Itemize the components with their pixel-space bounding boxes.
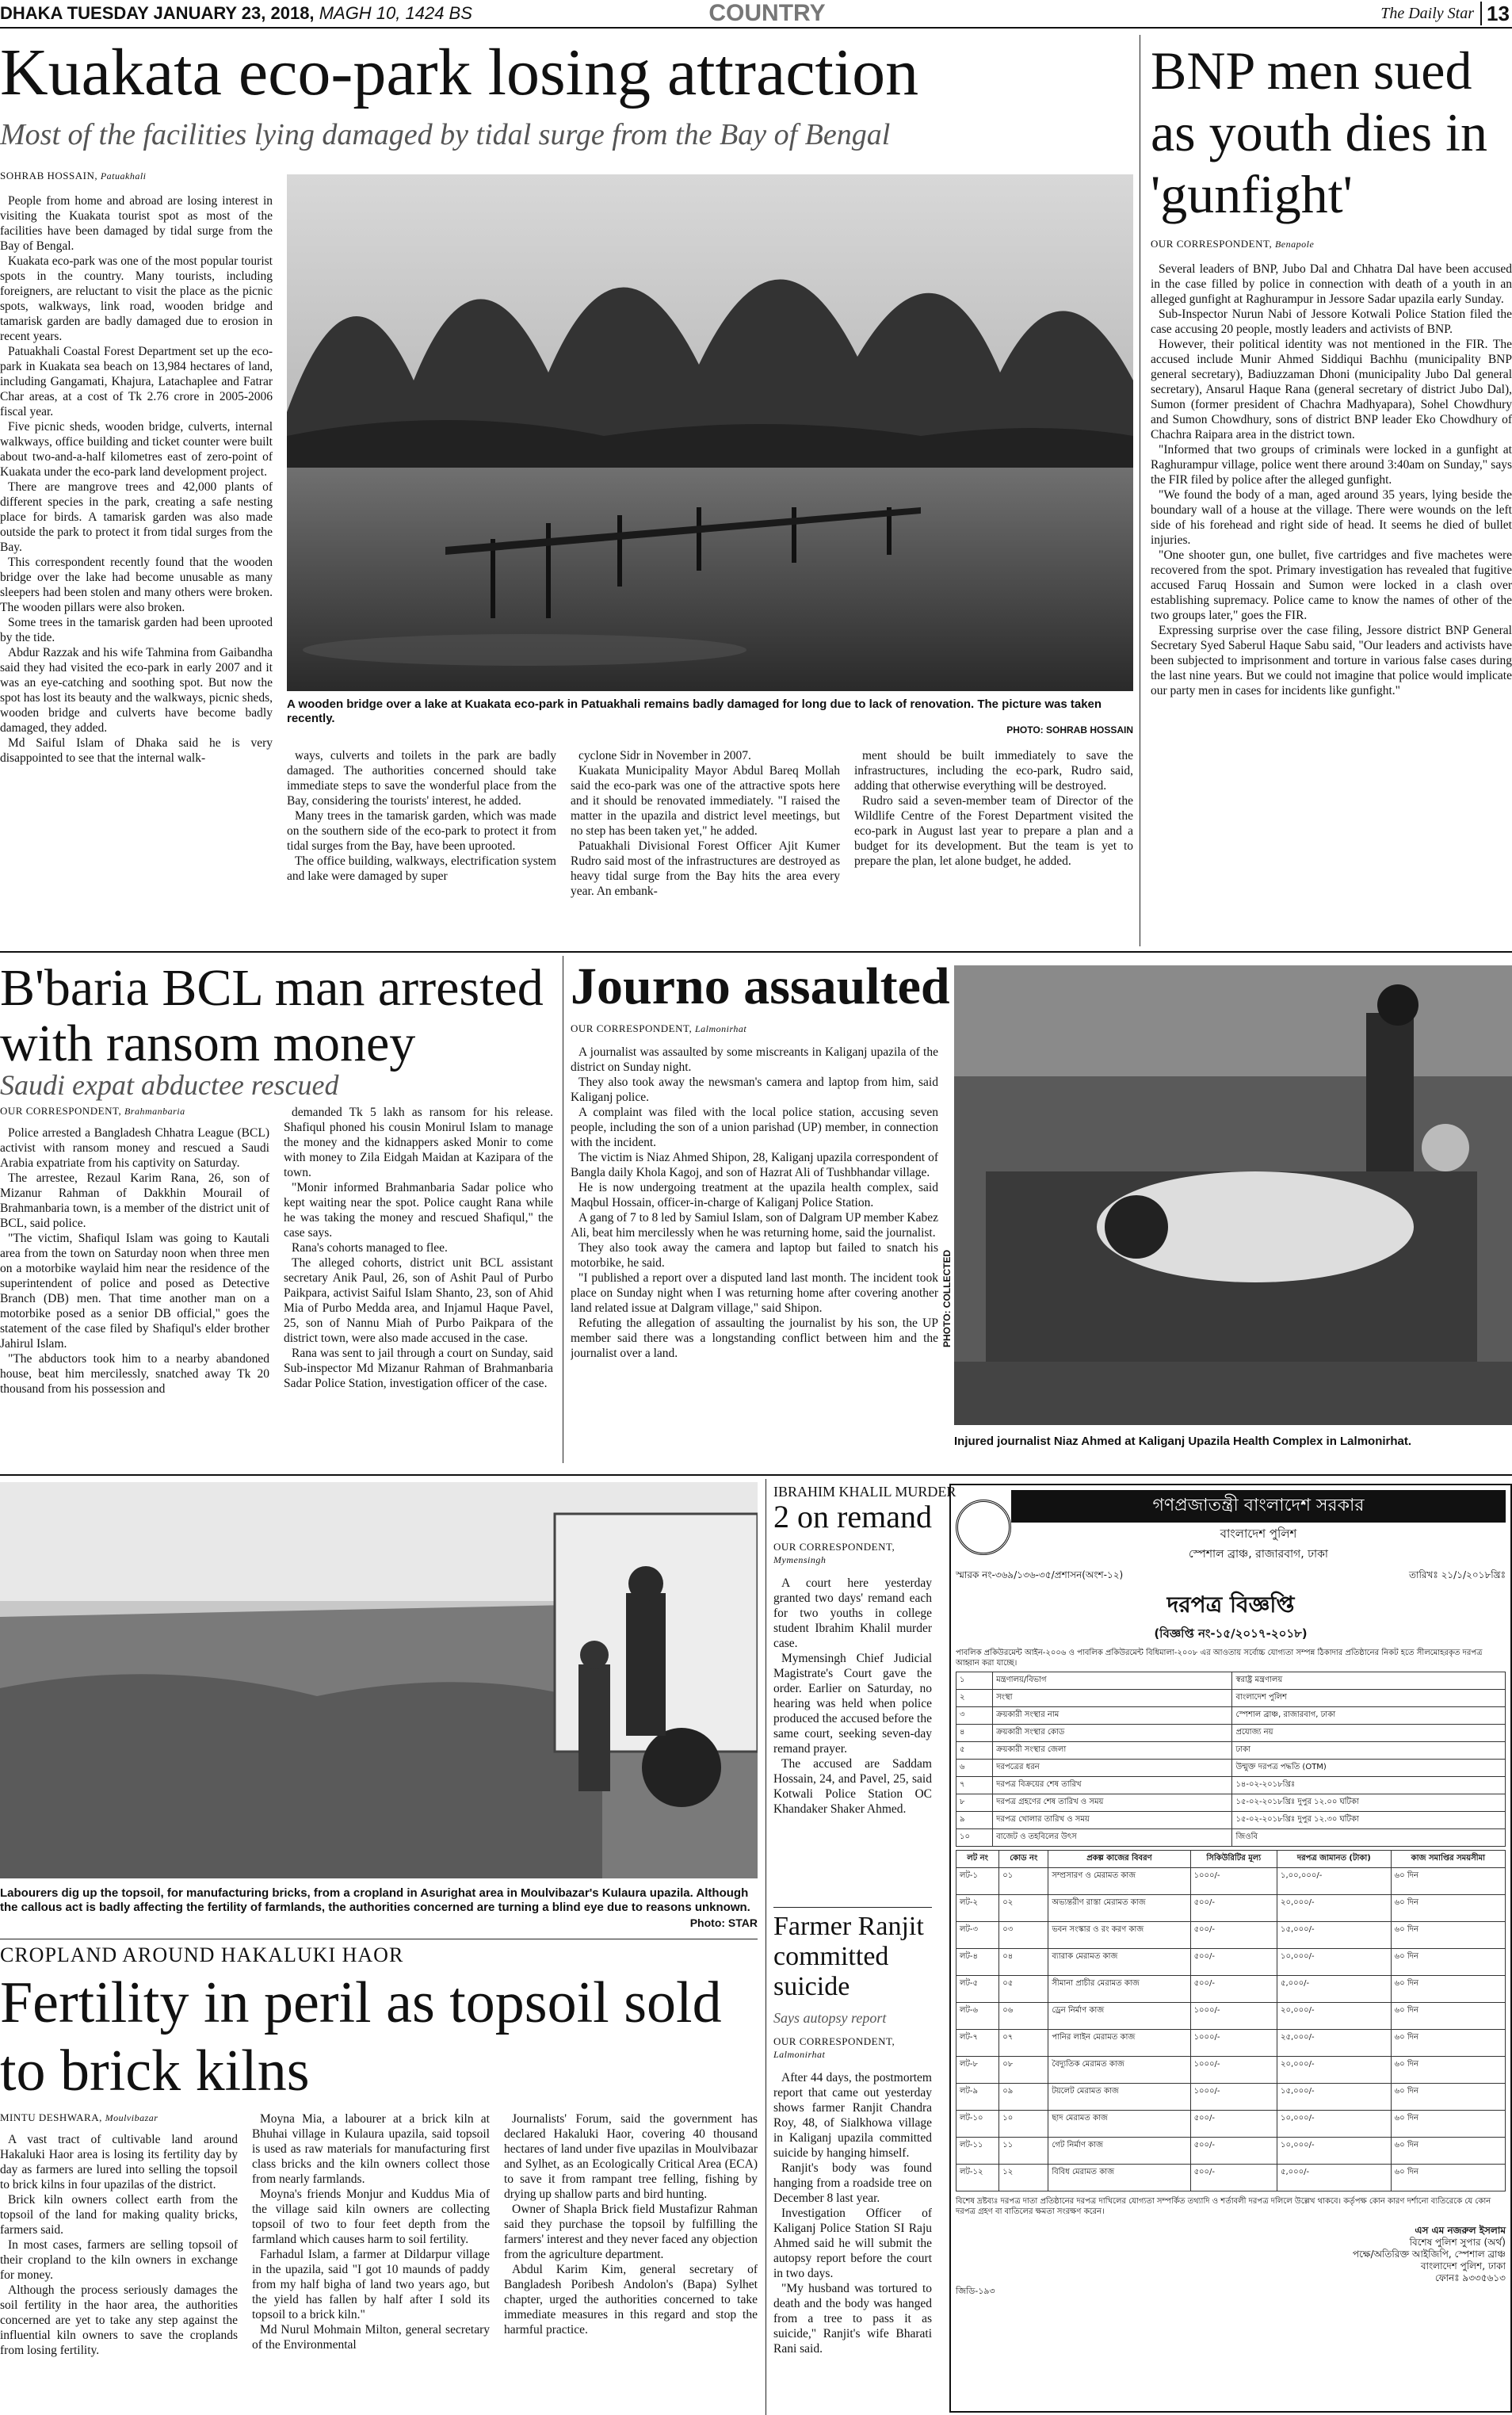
ad-lot-header: সিকিউরিটির মূল্য (1190, 1851, 1277, 1868)
ad-info-row: ১০ বাজেট ও তহবিলের উৎস জিওবি (956, 1829, 1506, 1847)
remand-kicker: IBRAHIM KHALIL MURDER (773, 1484, 956, 1500)
remand-body: A court here yesterday granted two days' remand each for two youths in college student Ibrahim Khalil murder case. Mymensingh Chief Judicial Magistrate's Court gave the order. Earlier on Saturday, no hearing was held when police produced the accused before the same court, seeking seven-day remand prayer. The accused are Saddam Hossain, 24, and Pavel, 25, said Kotwali Police Station OC Khandaker Shaker Ahmed. (773, 1576, 932, 1816)
ad-lot-header: কাজ সমাপ্তির সময়সীমা (1391, 1851, 1505, 1868)
ad-footnote: বিশেষ দ্রষ্টব্যঃ দরপত্র দাতা প্রতিষ্ঠানের দরপত্র দাখিলের যোগ্যতা সম্পর্কিত তথ্যাদি ও শর্তাবলী দরপত্র দলিলে উল্লেখ থাকবে। কর্তৃপক্ষ কোন কারণ দর্শানো ব্যতিরেকে যে কোন দরপত্র গ্রহণ বা বাতিলের ক্ষমতা সংরক্ষণ করেন। (956, 2197, 1491, 2216)
ad-title: দরপত্র বিজ্ঞপ্তি (1166, 1592, 1295, 1618)
kuakata-col1: People from home and abroad are losing interest in visiting the Kuakata tourist spot as most of the facilities have been damaged by tidal surge from the Bay of Bengal. Kuakata eco-park was one of the most popular tourist spots in the country. Many tourists, including foreigners, are reluctant to visit the place as the picnic spots, walkways, link road, wooden bridge and tamarisk garden are badly damaged due to erosion in recent years. Patuakhali Coastal Forest Department set up the eco-park in Kuakata sea beach on 13,984 hectares of land, including Gangamati, Khajura, Latachaplee and Fatrar Char areas, at a cost of Tk 2.76 crore in 2005-2006 fiscal year. Five picnic sheds, wooden bridge, culverts, internal walkways, office building and ticket counter were built about two-and-a-half kilometres east of zero-point of Kuakata under the eco-park land development project. There are mangrove trees and 42,000 plants of different species in the park, creating a safe nesting place for birds. A tamarisk garden was also made outside the park to protect it from tidal surges from the Bay. This correspondent recently found that the wooden bridge over the lake had become unusable as many sleepers had been stolen and many others were broken. The wooden pillars were also broken. Some trees in the tamarisk garden had been uprooted by the tide. Abdur Razzak and his wife Tahmina from Gaibandha said they had visited the eco-park in early 2007 and it was an eye-catching and soothing spot. But now the spot has lost its beauty and the walkways, picnic sheds, wooden bridge and culverts have become badly damaged, they added. Md Saiful Islam of Dhaka said he is very disappointed to see that the internal walk- (0, 194, 273, 765)
ad-info-row: ৮ দরপত্র গ্রহণের শেষ তারিখ ও সময় ১৫-০২-২০১৮খ্রিঃ দুপুর ১২.০০ ঘটিকা (956, 1794, 1506, 1812)
ad-info-row: ৬ দরপত্রের ধরন উন্মুক্ত দরপত্র পদ্ধতি (OTM) (956, 1760, 1506, 1777)
kuakata-headline: Kuakata eco-park losing attraction (0, 36, 919, 109)
dateline: DHAKA TUESDAY JANUARY 23, 2018, (0, 3, 315, 23)
ad-info-row: ৯ দরপত্র খোলার তারিখ ও সময় ১৫-০২-২০১৮খ্রিঃ দুপুর ১২.৩০ ঘটিকা (956, 1812, 1506, 1829)
labour-credit: Photo: STAR (689, 1916, 758, 1929)
kuakata-col2: ways, culverts and toilets in the park are badly damaged. The authorities concerned should take immediate steps to save the wonderful place from the Bay, considering the tourists' interest, he added. Many trees in the tamarisk garden, which was made on the southern side of the eco-park to protect it from tidal surges from the Bay, have been uprooted. The office building, walkways, electrification system and lake were damaged by super (287, 749, 556, 883)
ad-lot-row: লট-২ ০২ অভ্যন্তরীণ রাস্তা মেরামত কাজ ৫০০/- ২০,০০০/- ৬০ দিন (956, 1895, 1506, 1922)
ad-lot-row: লট-৩ ০৩ ভবন সংস্কার ও রং করণ কাজ ৫০০/- ১৫,০০০/- ৬০ দিন (956, 1922, 1506, 1949)
ad-info-row: ১ মন্ত্রণালয়/বিভাগ স্বরাষ্ট্র মন্ত্রণালয় (956, 1672, 1506, 1690)
ad-lot-row: লট-৫ ০৫ সীমানা প্রাচীর মেরামত কাজ ৫০০/- ৫,০০০/- ৬০ দিন (956, 1976, 1506, 2003)
bnp-headline: BNP men sued as youth dies in 'gunfight' (1151, 40, 1487, 224)
labour-caption: Labourers dig up the topsoil, for manufacturing bricks, from a cropland in Asurighat area in Moulvibazar's Kulaura upazila. Although the callous act is badly affecting the fertility of farmlands, the authorities concerned are turning a blind eye due to reasons unknown. (0, 1886, 750, 1914)
fertility-col3: Journalists' Forum, said the government has declared Hakaluki Haor, covering 40 thousand hectares of land under five upazilas in Moulvibazar and Sylhet, as an Ecologically Critical Area (ECA) to save it from rampant tree felling, fishing by drying up shallow parts and bird hunting. Owner of Shapla Brick field Mustafizur Rahman said they purchase the topsoil by fulfilling the farmers' interest and they never faced any objection from the agriculture department. Abdul Karim Kim, general secretary of Bangladesh Poribesh Andolon's (Bapa) Sylhet chapter, urged the authorities concerned to take immediate measures in this regard and stop the harmful practice. (504, 2112, 758, 2337)
fertility-kicker: CROPLAND AROUND HAKALUKI HAOR (0, 1943, 404, 1966)
lake-bridge-illustration (287, 174, 1133, 691)
fertility-col1: A vast tract of cultivable land around Hakaluki Haor area is losing its fertility day by day as farmers are lured into selling the topsoil to brick kilns in four upazilas of the district. Brick kiln owners collect earth from the topsoil of the land for making quality bricks, farmers said. In most cases, farmers are selling topsoil of their cropland to the kiln owners in exchange for money. Although the process seriously damages the soil fertility in the haor area, the authorities concerned are yet to take any step against the influential kiln owners to save the croplands from losing fertility. (0, 2133, 238, 2357)
kuakata-byline: SOHRAB HOSSAIN, Patuakhali (0, 170, 147, 182)
kuakata-credit: PHOTO: SOHRAB HOSSAIN (1006, 724, 1133, 736)
page-number: 13 (1487, 2, 1510, 25)
journo-body: A journalist was assaulted by some miscreants in Kaliganj upazila of the district on Sunday night. They also took away the newsman's camera and laptop from him, said Kaliganj police. A complaint was filed with the local police station, accusing seven people, including the son of a union parishad (UP) member, in connection with the incident. The victim is Niaz Ahmed Shipon, 28, Kaliganj upazila correspondent of Bangla daily Khola Kagoj, and son of Hazrat Ali of Tushbhandar village. He is now undergoing treatment at the upazila health complex, said Maqbul Hossain, officer-in-charge of Kaliganj Police Station. A gang of 7 to 8 led by Samiul Islam, son of Dalgram UP member Kabez Ali, beat him mercilessly when he was returning home, said the journalist. They also took away the camera and laptop but failed to snatch his motorbike, he said. "I published a report over a disputed land last month. The incident took place on Sunday night when I was returning home after covering another land related issue at Dalgram village," said Shipon. Refuting the allegation of assaulting the journalist by his son, the UP member said there was a longstanding conflict between him and the journalist over a land. (571, 1045, 938, 1360)
ad-signer-title: বিশেষ পুলিশ সুপার (অর্থ) (1409, 2237, 1506, 2248)
ad-lot-header: দরপত্র জামানত (টাকা) (1277, 1851, 1391, 1868)
ad-lot-row: লট-১২ ১২ বিবিধ মেরামত কাজ ৫০০/- ৫,০০০/- ৬০ দিন (956, 2165, 1506, 2191)
remand-headline: 2 on remand (773, 1499, 932, 1534)
labour-photo (0, 1482, 758, 1878)
kuakata-col4: ment should be built immediately to save the infrastructures, including the eco-park, Rudro said, adding that otherwise everything will be destroyed. Rudro said a seven-member team of Director of the Wildlife Centre of the Forest Department visited the eco-park in August last year to prepare a plan and a budget for its development. But the team is yet to prepare the plan, let alone budget, he added. (854, 749, 1133, 868)
ranjit-byline: OUR CORRESPONDENT, Lalmonirhat (773, 2035, 895, 2060)
bcl-deck: Saudi expat abductee rescued (0, 1069, 339, 1101)
ad-lot-row: লট-৯ ০৯ টয়লেট মেরামত কাজ ১০০০/- ১৫,০০০/- ৬০ দিন (956, 2084, 1506, 2111)
masthead (0, 0, 1512, 29)
journo-headline: Journo assaulted (571, 957, 950, 1015)
ranjit-body: After 44 days, the postmortem report that came out yesterday shows farmer Ranjit Chandra Roy, 48, of Sialkhowa village in Kaliganj upazila committed suicide by hanging himself. Ranjit's body was found hanging from a roadside tree on December 8 last year. Investigation Officer of Kaliganj Police Station SI Raju Ahmed said he will submit the autopsy report before the court in two days. "My husband was tortured to death and the body was hanged from a tree to pass it as suicide," Ranjit's wife Bharati Rani said. (773, 2071, 932, 2356)
ad-lot-row: লট-১০ ১০ ছাদ মেরামত কাজ ৫০০/- ১০,০০০/- ৬০ দিন (956, 2111, 1506, 2138)
bcl-headline: B'baria BCL man arrested with ransom money (0, 959, 544, 1072)
ad-date: তারিখঃ ২১/১/২০১৮খ্রিঃ (1408, 1569, 1506, 1580)
ad-lot-row: লট-৭ ০৭ পানির লাইন মেরামত কাজ ১০০০/- ২৫,০০০/- ৬০ দিন (956, 2030, 1506, 2057)
ad-dept: বাংলাদেশ পুলিশ (1220, 1527, 1297, 1541)
ad-subtitle: (বিজ্ঞপ্তি নং-১৫/২০১৭-২০১৮) (1154, 1626, 1308, 1641)
tender-ad (949, 1484, 1512, 2413)
ad-ref: জিডি-১৯৩ (956, 2286, 995, 2296)
bcl-col2: demanded Tk 5 lakh as ransom for his release. Shafiqul phoned his cousin Monirul Islam to manage the money and the kidnappers asked Monir to come with money to Zila Eidgah Maidan at Kazipara of the town. "Monir informed Brahmanbaria Sadar police who kept waiting near the spot. Police caught Rana while he was taking the money and rescued Shafiqul," the case says. Rana's cohorts managed to flee. The alleged cohorts, district unit BCL assistant secretary Anik Paul, 26, son of Ashit Paul of Purbo Paikpara, activist Saiful Islam Shanto, 23, son of Ahid Mia of Purbo Medda area, and Injamul Haque Pavel, 25, son of Nannu Miah of Purbo Paikpara of the district town, were also made accused in the case. Rana was sent to jail through a court on Sunday, said Sub-inspector Md Mizanur Rahman of Brahmanbaria Sadar Police Station, investigation officer of the case. (284, 1106, 553, 1390)
ad-lot-header: লট নং (956, 1851, 999, 1868)
kuakata-col3: cyclone Sidr in November in 2007. Kuakata Municipality Mayor Abdul Bareq Mollah said the eco-park was one of the attractive spots here and it should be renovated immediately. "I raised the matter in the upazila and district level meetings, but no step has been taken yet," he added. Patuakhali Divisional Forest Officer Ajit Kumer Rudro said most of the infrastructures are destroyed as heavy tidal surge from the Bay hits the area every year. An embank- (571, 749, 840, 898)
ad-signer-place: বাংলাদেশ পুলিশ, ঢাকা (1420, 2260, 1506, 2272)
dateline-bs: MAGH 10, 1424 BS (319, 3, 472, 23)
kuakata-deck: Most of the facilities lying damaged by tidal surge from the Bay of Bengal (0, 118, 891, 151)
fertility-col2: Moyna Mia, a labourer at a brick kiln at Bhuhai village in Kulaura upazila, said topsoil is used as raw materials for manufacturing first class bricks and the kiln owners collect those from nearly farmlands. Moyna's friends Monjur and Kuddus Mia of the village said kiln owners are collecting topsoil of two to four feet depth from the farmland which causes harm to soil fertility. Farhadul Islam, a farmer at Dildarpur village in the upazila, said "I got 10 maunds of paddy from my half bigha of land two years ago, but the yield has fallen by half after I sold its topsoil to a brick kiln." Md Nurul Mohmain Milton, general secretary of the Environmental (252, 2112, 490, 2352)
bnp-byline: OUR CORRESPONDENT, Benapole (1151, 238, 1315, 250)
ad-lot-header: প্রকল্প কাজের বিবরণ (1048, 1851, 1190, 1868)
ad-lot-row: লট-১১ ১১ গেট নির্মাণ কাজ ৫০০/- ১০,০০০/- ৬০ দিন (956, 2138, 1506, 2165)
ad-intro: পাবলিক প্রকিউরমেন্ট আইন-২০০৬ ও পাবলিক প্রকিউরমেন্ট বিধিমালা-২০০৮ এর আওতায় সর্বোচ্চ যোগ্যতা সম্পন্ন ঠিকাদার প্রতিষ্ঠানের নিকট হতে সীলমোহরকৃত দরপত্র আহ্বান করা যাচ্ছে। (956, 1649, 1483, 1668)
journo-photo (954, 965, 1512, 1425)
ranjit-deck: Says autopsy report (773, 2010, 887, 2026)
ad-lot-row: লট-৮ ০৮ বৈদ্যুতিক মেরামত কাজ ১০০০/- ২০,০০০/- ৬০ দিন (956, 2057, 1506, 2084)
ranjit-headline: Farmer Ranjit committed suicide (773, 1912, 924, 2001)
hospital-illustration (954, 965, 1512, 1425)
ad-signer-office: পক্ষে/অতিরিক্ত আইজিপি, স্পেশাল ব্রাঞ্চ (1352, 2249, 1506, 2260)
ad-signer: এস এম নজরুল ইসলাম (1415, 2225, 1506, 2236)
bcl-byline: OUR CORRESPONDENT, Brahmanbaria (0, 1105, 185, 1117)
remand-byline: OUR CORRESPONDENT, Mymensingh (773, 1541, 895, 1565)
fertility-headline: Fertility in peril as topsoil sold to brick kilns (0, 1970, 722, 2104)
topsoil-illustration (0, 1482, 758, 1878)
ad-memo: স্মারক নং-৩৬৯/১৩৬-৩৫/প্রশাসন(অংশ-১২) (956, 1569, 1124, 1580)
ad-info-row: ৪ ক্রয়কারী সংস্থার কোড প্রযোজ্য নয় (956, 1725, 1506, 1742)
ad-lot-row: লট-৪ ০৪ ব্যারাক মেরামত কাজ ৫০০/- ১০,০০০/- ৬০ দিন (956, 1949, 1506, 1976)
ad-info-row: ৩ ক্রয়কারী সংস্থার নাম স্পেশাল ব্রাঞ্চ, রাজারবাগ, ঢাকা (956, 1707, 1506, 1725)
kuakata-photo (287, 174, 1133, 691)
ad-gov: গণপ্রজাতন্ত্রী বাংলাদেশ সরকার (1011, 1490, 1506, 1523)
ad-lot-row: লট-১ ০১ সম্প্রসারণ ও মেরামত কাজ ১০০০/- ১,০০,০০০/- ৬০ দিন (956, 1868, 1506, 1895)
ad-lot-row: লট-৬ ০৬ ড্রেন নির্মাণ কাজ ১০০০/- ২০,০০০/- ৬০ দিন (956, 2003, 1506, 2030)
bnp-body: Several leaders of BNP, Jubo Dal and Chhatra Dal have been accused in the case filled by police in connection with death of a youth in an alleged gunfight at Raghurampur in Jessore Sadar upazila early Sunday. Sub-Inspector Nurun Nabi of Jessore Kotwali Police Station filed the case accusing 20 people, mostly leaders and activists of BNP. However, their political identity was not mentioned in the FIR. The accused include Munir Ahmed Siddiqui Bachhu (municipality BNP general secretary), Badiuzzaman Dhoni (municipality Jubo Dal general secretary), Ansarul Haque Rana (general secretary of district Jubo Dal), Sumon (former president of Chachra Madhyapara), Sohel Chowdhury and Sumon Chowdhury, sons of district BNP leader Eko Chowdhury of Chachra Raipara area in the district town. "Informed that two groups of criminals were locked in a gunfight at Raghurampur village, police went there around 3:40am on Sunday," says the FIR filed by police after the alleged gunfight. "We found the body of a man, aged around 35 years, lying beside the boundary wall of a house at the village. There were wounds on the left side of his forehead and right side of head. It seems he died of bullet injuries. "One shooter gun, one bullet, five cartridges and five machetes were recovered from the spot. Primary investigation has revealed that fugitive accused Faruq Hossain and Sumon were locked in a clash over establishing supremacy. Police came to know the names of other of the two groups later," goes the FIR. Expressing surprise over the case filing, Jessore district BNP General Secretary Syed Saberul Haque Sabu said, "Our leaders and activists have been subjected to imprisonment and torture in various false cases during the last nine years. But we could not imagine that police would implicate our party men in cases for incidents like gunfight." (1151, 262, 1512, 697)
journo-credit: PHOTO: COLLECTED (941, 1249, 953, 1347)
police-emblem-icon (956, 1500, 1011, 1555)
ad-info-row: ৫ ক্রয়কারী সংস্থার জেলা ঢাকা (956, 1742, 1506, 1760)
kuakata-caption: A wooden bridge over a lake at Kuakata eco-park in Patuakhali remains badly damaged for long due to lack of renovation. The picture was taken recently. (287, 697, 1102, 725)
ad-branch: স্পেশাল ব্রাঞ্চ, রাজারবাগ, ঢাকা (1189, 1548, 1328, 1561)
ad-lot-header: কোড নং (999, 1851, 1048, 1868)
section-label: COUNTRY (708, 0, 826, 26)
journo-byline: OUR CORRESPONDENT, Lalmonirhat (571, 1022, 747, 1034)
ad-info-row: ২ সংস্থা বাংলাদেশ পুলিশ (956, 1690, 1506, 1707)
ad-info-row: ৭ দরপত্র বিক্রয়ের শেষ তারিখ ১৪-০২-২০১৮খ্রিঃ (956, 1777, 1506, 1794)
bcl-col1: Police arrested a Bangladesh Chhatra League (BCL) activist with ransom money and rescued a Saudi Arabia expatriate from his captivity on Saturday. The arrestee, Rezaul Karim Rana, 26, son of Mizanur Rahman of Dakkhin Mourail of Brahmanbaria town, is a member of the district unit of BCL, said police. "The victim, Shafiqul Islam was going to Kautali area from the town on Saturday noon when three men on a motorbike waylaid him near the residence of the superintendent of police and posed as Detective Branch (DB) men. That time another man on a motorbike posed as a senior DB official," goes the statement of the case filed by Shafiqul's elder brother Jahirul Islam. "The abductors took him to a nearby abandoned house, beat him mercilessly, snatched away Tk 20 thousand from his possession and (0, 1126, 269, 1396)
ad-lot-table (956, 1850, 1506, 2191)
fertility-byline: MINTU DESHWARA, Moulvibazar (0, 2111, 158, 2123)
paper-name: The Daily Star (1380, 5, 1474, 22)
journo-caption: Injured journalist Niaz Ahmed at Kaliganj Upazila Health Complex in Lalmonirhat. (954, 1435, 1412, 1448)
ad-info-table (956, 1672, 1506, 1847)
ad-phone: ফোনঃ ৯৩৩৫৬১৩ (1434, 2272, 1506, 2283)
